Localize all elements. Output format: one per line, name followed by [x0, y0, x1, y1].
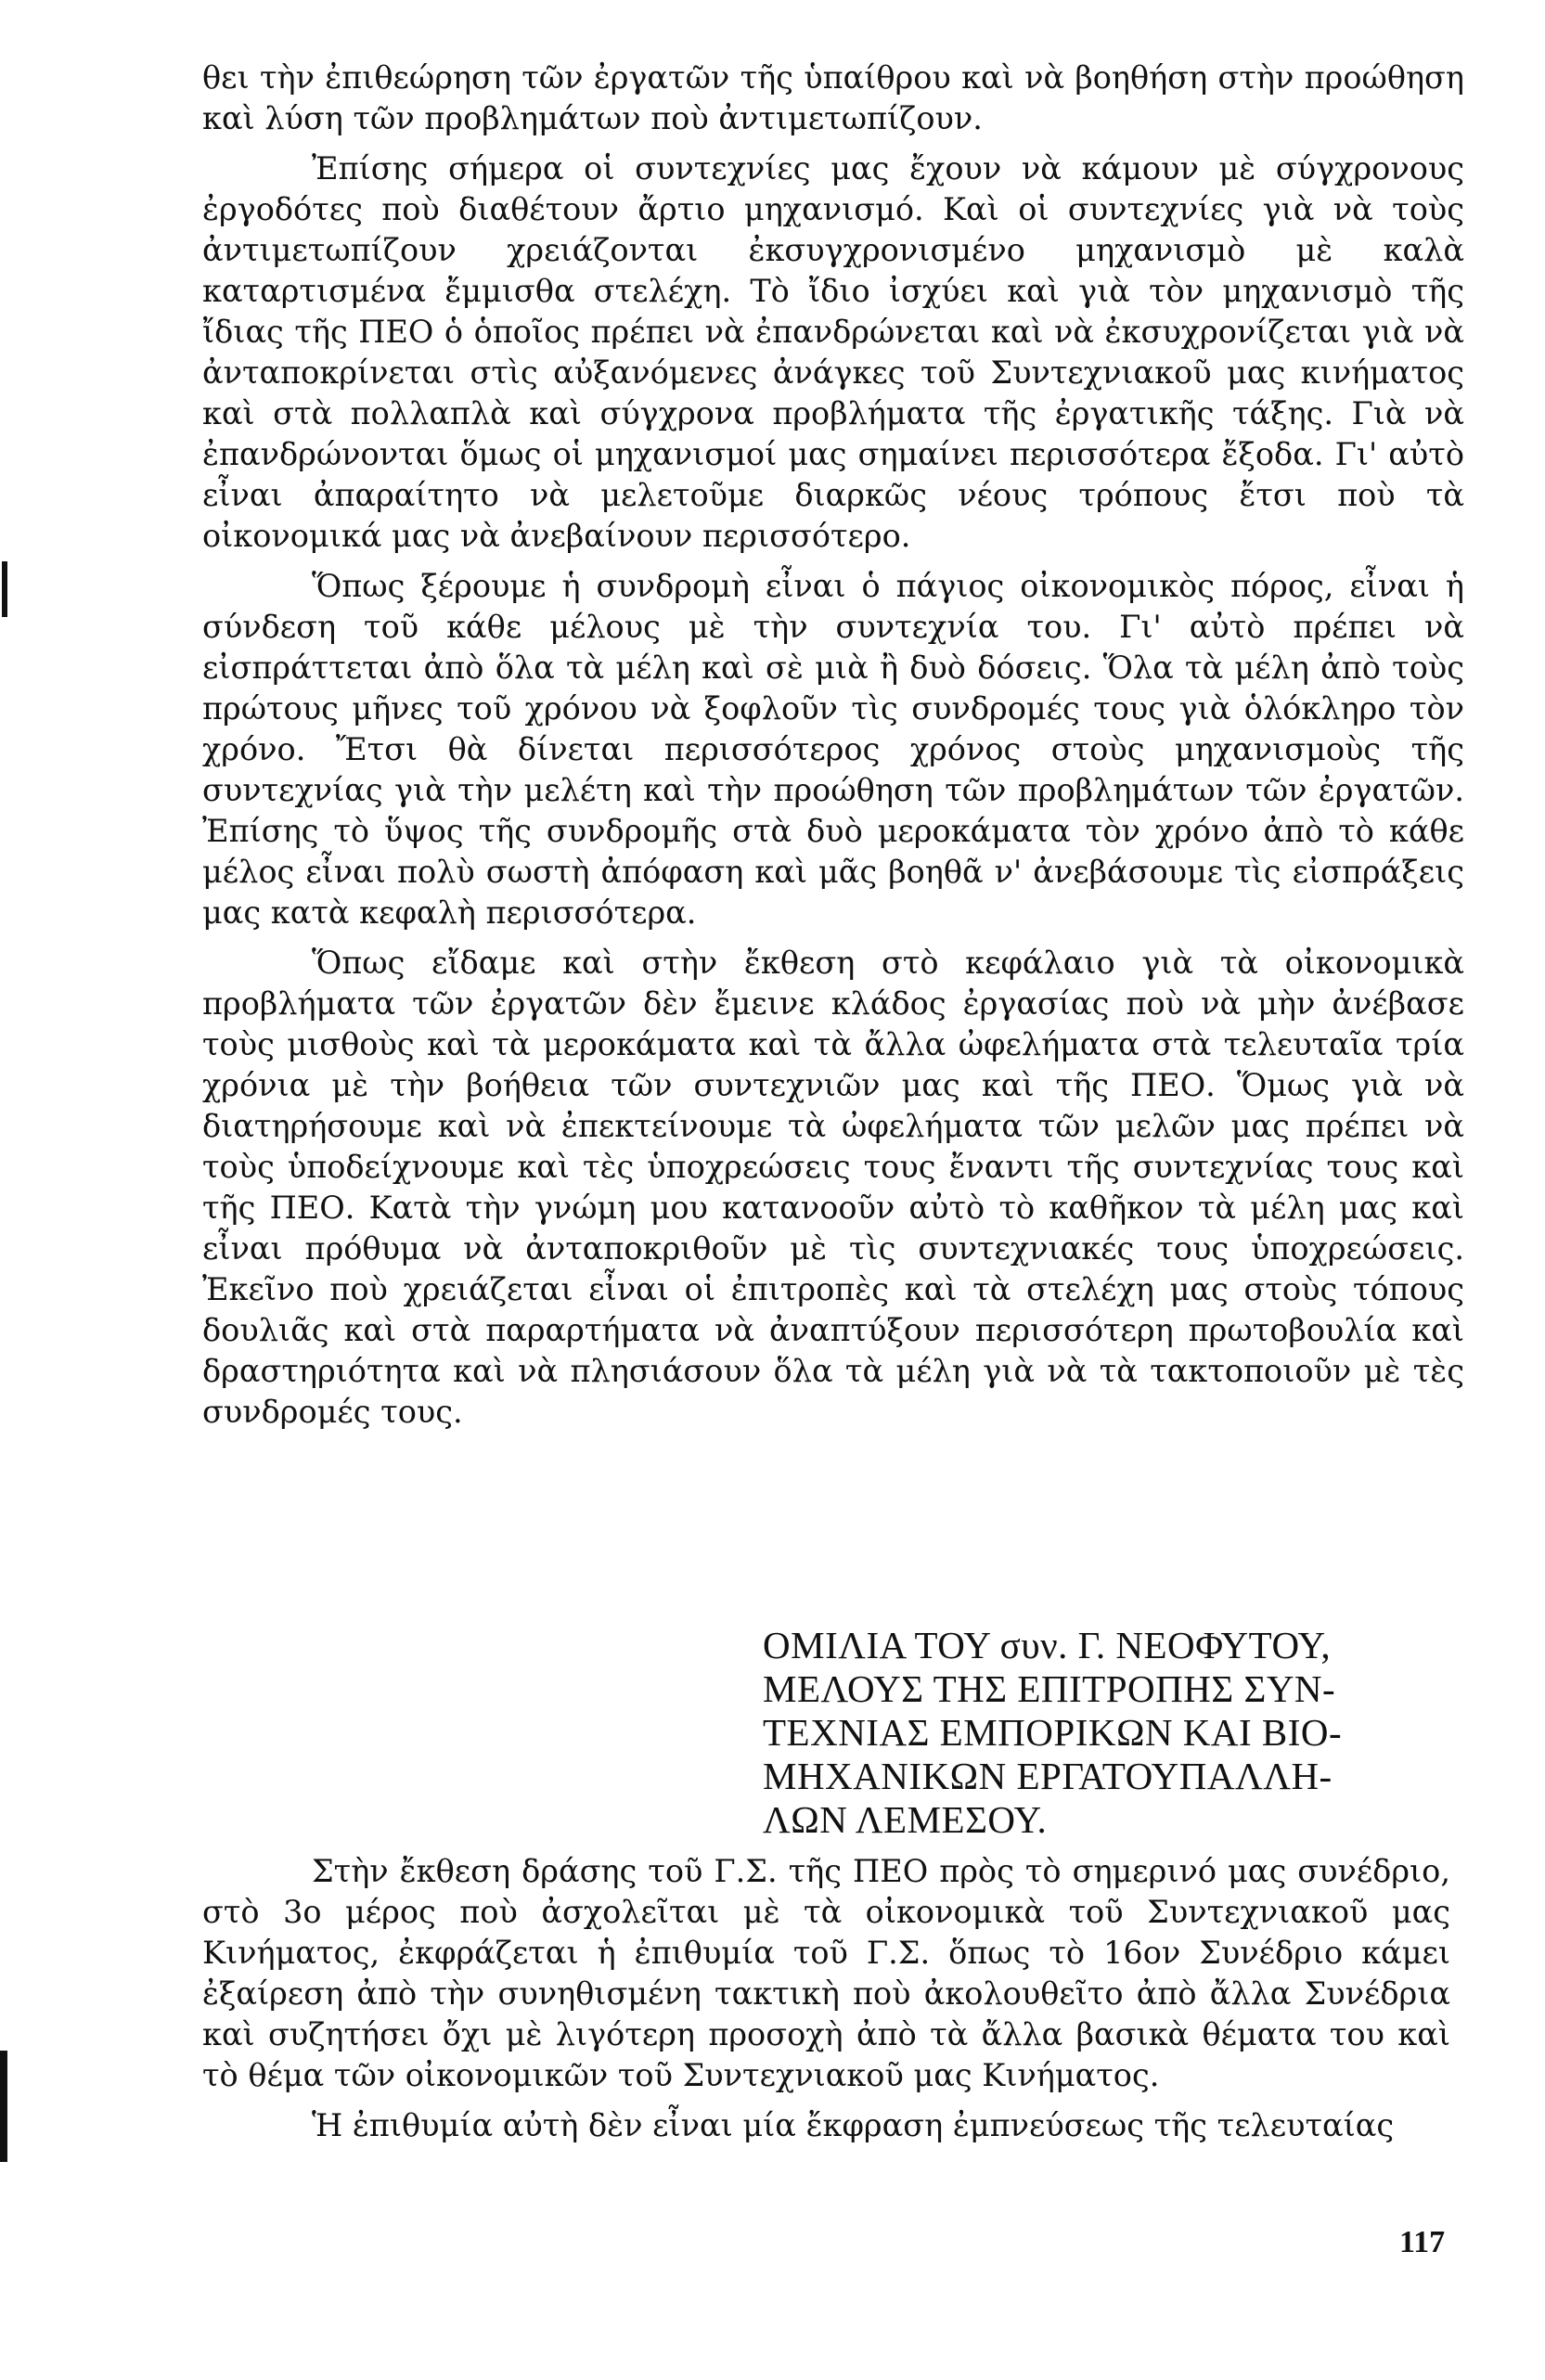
main-text-column	[202, 58, 1464, 1442]
speech-heading-line: ΜΗΧΑΝΙΚΩΝ ΕΡΓΑΤΟΥΠΑΛΛΗ-	[763, 1755, 1333, 1797]
page-number: 117	[1399, 2225, 1446, 2259]
speech-heading	[763, 1624, 1454, 1842]
speech-heading-line: ΛΩΝ ΛΕΜΕΣΟΥ.	[763, 1798, 1048, 1841]
paragraph-speech-continuation: Ἡ ἐπιθυμία αὐτὴ δὲν εἶναι μία ἔκφραση ἐμπνεύσεως τῆς τελευταίας	[312, 2107, 1395, 2143]
scan-edge-mark	[0, 2051, 7, 2162]
paragraph-speech-intro: Στὴν ἔκθεση δράσης τοῦ Γ.Σ. τῆς ΠΕΟ πρὸς τὸ σημερινό μας συνέδριο, στὸ 3ο μέρος ποὺ ἀσχολεῖται μὲ τὰ οἰκονομικὰ τοῦ Συντεχνιακοῦ μας Κινήματος, ἐκφράζεται ἡ ἐπιθυμία τοῦ Γ.Σ. ὅπως τὸ 16ον Συνέδριο κάμει ἐξαίρεση ἀπὸ τὴν συνηθισμένη τακτικὴ ποὺ ἀκολουθεῖτο ἀπὸ ἄλλα Συνέδρια καὶ συζητήσει ὄχι μὲ λιγότερη προσοχὴ ἀπὸ τὰ ἄλλα βασικὰ θέματα του καὶ τὸ θέμα τῶν οἰκονομικῶν τοῦ Συντεχνιακοῦ μας Κινήματος.	[202, 1853, 1450, 2093]
paragraph-economic-problems: Ὅπως εἴδαμε καὶ στὴν ἔκθεση στὸ κεφάλαιο γιὰ τὰ οἰκονομικὰ προβλήματα τῶν ἐργατῶν δὲν ἔμεινε κλάδος ἐργασίας ποὺ νὰ μὴν ἀνέβασε τοὺς μισθοὺς καὶ τὰ μεροκάματα καὶ τὰ ἄλλα ὠφελήματα στὰ τελευταῖα τρία χρόνια μὲ τὴν βοήθεια τῶν συντεχνιῶν μας καὶ τῆς ΠΕΟ. Ὅμως γιὰ νὰ διατηρήσουμε καὶ νὰ ἐπεκτείνουμε τὰ ὠφελήματα τῶν μελῶν μας πρέπει νὰ τοὺς ὑποδείχνουμε καὶ τὲς ὑποχρεώσεις τους ἔναντι τῆς συντεχνίας τους καὶ τῆς ΠΕΟ. Κατὰ τὴν γνώμη μου κατανοοῦν αὐτὸ τὸ καθῆκον τὰ μέλη μας καὶ εἶναι πρόθυμα νὰ ἀνταποκριθοῦν μὲ τὶς συντεχνιακές τους ὑποχρεώσεις. Ἐκεῖνο ποὺ χρειάζεται εἶναι οἱ ἐπιτροπὲς καὶ τὰ στελέχη μας στοὺς τόπους δουλιᾶς καὶ στὰ παραρτήματα νὰ ἀναπτύξουν περισσότερη πρωτοβουλία καὶ δραστηριότητα καὶ νὰ πλησιάσουν ὅλα τὰ μέλη γιὰ νὰ τὰ τακτοποιοῦν μὲ τὲς συνδρομές τους.	[202, 945, 1464, 1430]
scan-edge-mark	[2, 561, 7, 617]
speech-heading-line: ΟΜΙΛΙΑ ΤΟΥ συν. Γ. ΝΕΟΦΥΤΟΥ,	[763, 1624, 1332, 1666]
speech-text-column	[202, 1851, 1450, 2155]
paragraph-subscription: Ὅπως ξέρουμε ἡ συνδρομὴ εἶναι ὁ πάγιος οἰκονομικὸς πόρος, εἶναι ἡ σύνδεση τοῦ κάθε μέλους μὲ τὴν συντεχνία του. Γι' αὐτὸ πρέπει νὰ εἰσπράττεται ἀπὸ ὅλα τὰ μέλη καὶ σὲ μιὰ ἢ δυὸ δόσεις. Ὅλα τὰ μέλη ἀπὸ τοὺς πρώτους μῆνες τοῦ χρόνου νὰ ξοφλοῦν τὶς συνδρομές τους γιὰ ὁλόκληρο τὸν χρόνο. Ἔτσι θὰ δίνεται περισσότερος χρόνος στοὺς μηχανισμοὺς τῆς συντεχνίας γιὰ τὴν μελέτη καὶ τὴν προώθηση τῶν προβλημάτων τῶν ἐργατῶν. Ἐπίσης τὸ ὕψος τῆς συνδρομῆς στὰ δυὸ μεροκάματα τὸν χρόνο ἀπὸ τὸ κάθε μέλος εἶναι πολὺ σωστὴ ἀπόφαση καὶ μᾶς βοηθᾶ ν' ἀνεβάσουμε τὶς εἰσπράξεις μας κατὰ κεφαλὴ περισσότερα.	[202, 568, 1464, 931]
paragraph-continuation: θει τὴν ἐπιθεώρηση τῶν ἐργατῶν τῆς ὑπαίθρου καὶ νὰ βοηθήση στὴν προώθηση καὶ λύση τῶν προβλημάτων ποὺ ἀντιμετωπίζουν.	[202, 59, 1464, 136]
paragraph-mechanism: Ἐπίσης σήμερα οἱ συντεχνίες μας ἔχουν νὰ κάμουν μὲ σύγχρονους ἐργοδότες ποὺ διαθέτουν ἄρτιο μηχανισμό. Καὶ οἱ συντεχνίες γιὰ νὰ τοὺς ἀντιμετωπίζουν χρειάζονται ἐκσυγχρονισμένο μηχανισμὸ μὲ καλὰ καταρτισμένα ἔμμισθα στελέχη. Τὸ ἴδιο ἰσχύει καὶ γιὰ τὸν μηχανισμὸ τῆς ἴδιας τῆς ΠΕΟ ὁ ὁποῖος πρέπει νὰ ἐπανδρώνεται καὶ νὰ ἐκσυχρονίζεται γιὰ νὰ ἀνταποκρίνεται στὶς αὐξανόμενες ἀνάγκες τοῦ Συντεχνιακοῦ μας κινήματος καὶ στὰ πολλαπλὰ καὶ σύγχρονα προβλήματα τῆς ἐργατικῆς τάξης. Γιὰ νὰ ἐπανδρώνονται ὅμως οἱ μηχανισμοί μας σημαίνει περισσότερα ἔξοδα. Γι' αὐτὸ εἶναι ἀπαραίτητο νὰ μελετοῦμε διαρκῶς νέους τρόπους ἔτσι ποὺ τὰ οἰκονομικά μας νὰ ἀνεβαίνουν περισσότερο.	[202, 150, 1464, 554]
speech-heading-line: ΤΕΧΝΙΑΣ ΕΜΠΟΡΙΚΩΝ ΚΑΙ ΒΙΟ-	[763, 1711, 1343, 1754]
speech-heading-line: ΜΕΛΟΥΣ ΤΗΣ ΕΠΙΤΡΟΠΗΣ ΣΥΝ-	[763, 1667, 1336, 1710]
